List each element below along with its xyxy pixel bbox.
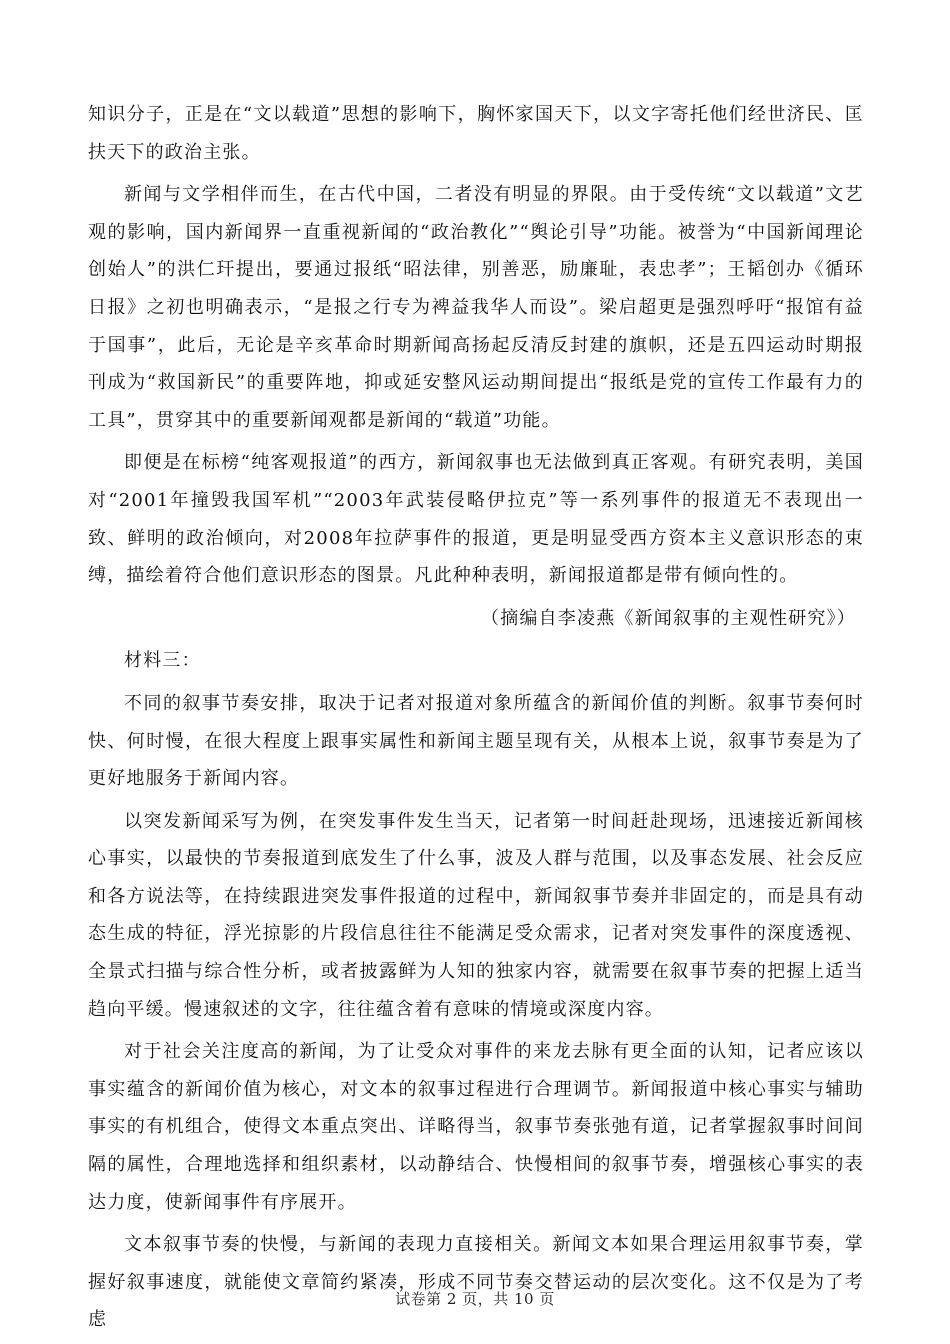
- paragraph-expressiveness: 文本叙事节奏的快慢，与新闻的表现力直接相关。新闻文本如果合理运用叙事节奏，掌握好叙事速度，就能使文章简约紧凑，形成不同节奏交替运动的层次变化。这不仅是为了考虑: [88, 1234, 864, 1331]
- paragraph-narrative-rhythm: 不同的叙事节奏安排，取决于记者对报道对象所蕴含的新闻价值的判断。叙事节奏何时快、何时慢，在很大程度上跟事实属性和新闻主题呈现有关，从根本上说，叙事节奏是为了更好地服务于新闻内容。: [88, 692, 864, 790]
- page-footer: 试卷第 2 页，共 10 页: [395, 1290, 555, 1308]
- source-citation: （摘编自李凌燕《新闻叙事的主观性研究》）: [481, 607, 856, 629]
- paragraph-continued: 知识分子，正是在“文以载道”思想的影响下，胸怀家国天下，以文字寄托他们经世济民、匡扶天下的政治主张。: [88, 104, 864, 163]
- paragraph-western-news: 即便是在标榜“纯客观报道”的西方，新闻叙事也无法做到真正客观。有研究表明，美国对“2001年撞毁我国军机”“2003年武装侵略伊拉克”等一系列事件的报道无不表现出一致、鲜明的政治倾向，对2008年拉萨事件的报道，更是明显受西方资本主义意识形态的束缚，描绘着符合他们意识形态的图景。凡此种种表明，新闻报道都是带有倾向性的。: [88, 452, 864, 587]
- paragraph-breaking-news: 以突发新闻采写为例，在突发事件发生当天，记者第一时间赶赴现场，迅速接近新闻核心事实，以最快的节奏报道到底发生了什么事，波及人群与范围，以及事态发展、社会反应和各方说法等，在持续跟进突发事件报道的过程中，新闻叙事节奏并非固定的，而是具有动态生成的特征，浮光掠影的片段信息往往不能满足受众需求，记者对突发事件的深度透视、全景式扫描与综合性分析，或者披露鲜为人知的独家内容，就需要在叙事节奏的把握上适当趋向平缓。慢速叙述的文字，往往蕴含着有意味的情境或深度内容。: [88, 810, 864, 1020]
- paragraph-news-and-literature: 新闻与文学相伴而生，在古代中国，二者没有明显的界限。由于受传统“文以载道”文艺观的影响，国内新闻界一直重视新闻的“政治教化”“舆论引导”功能。被誉为“中国新闻理论创始人”的洪仁玕提出，要通过报纸“昭法律，别善恶，励廉耻，表忠孝”；王韬创办《循环日报》之初也明确表示，“是报之行专为裨益我华人而设”。梁启超更是强烈呼吁“报馆有益于国事”，此后，无论是辛亥革命时期新闻高扬起反清反封建的旗帜，还是五四运动时期报刊成为“救国新民”的重要阵地，抑或延安整风运动期间提出“报纸是党的宣传工作最有力的工具”，贯穿其中的重要新闻观都是新闻的“载道”功能。: [88, 184, 864, 431]
- paragraph-social-attention: 对于社会关注度高的新闻，为了让受众对事件的来龙去脉有更全面的认知，记者应该以事实蕴含的新闻价值为核心，对文本的叙事过程进行合理调节。新闻报道中核心事实与辅助事实的有机组合，使得文本重点突出、详略得当，叙事节奏张弛有道，记者掌握叙事时间间隔的属性，合理地选择和组织素材，以动静结合、快慢相间的叙事节奏，增强核心事实的表达力度，使新闻事件有序展开。: [88, 1041, 864, 1213]
- section-heading-material-three: 材料三：: [124, 650, 201, 672]
- page-content: [88, 96, 864, 1344]
